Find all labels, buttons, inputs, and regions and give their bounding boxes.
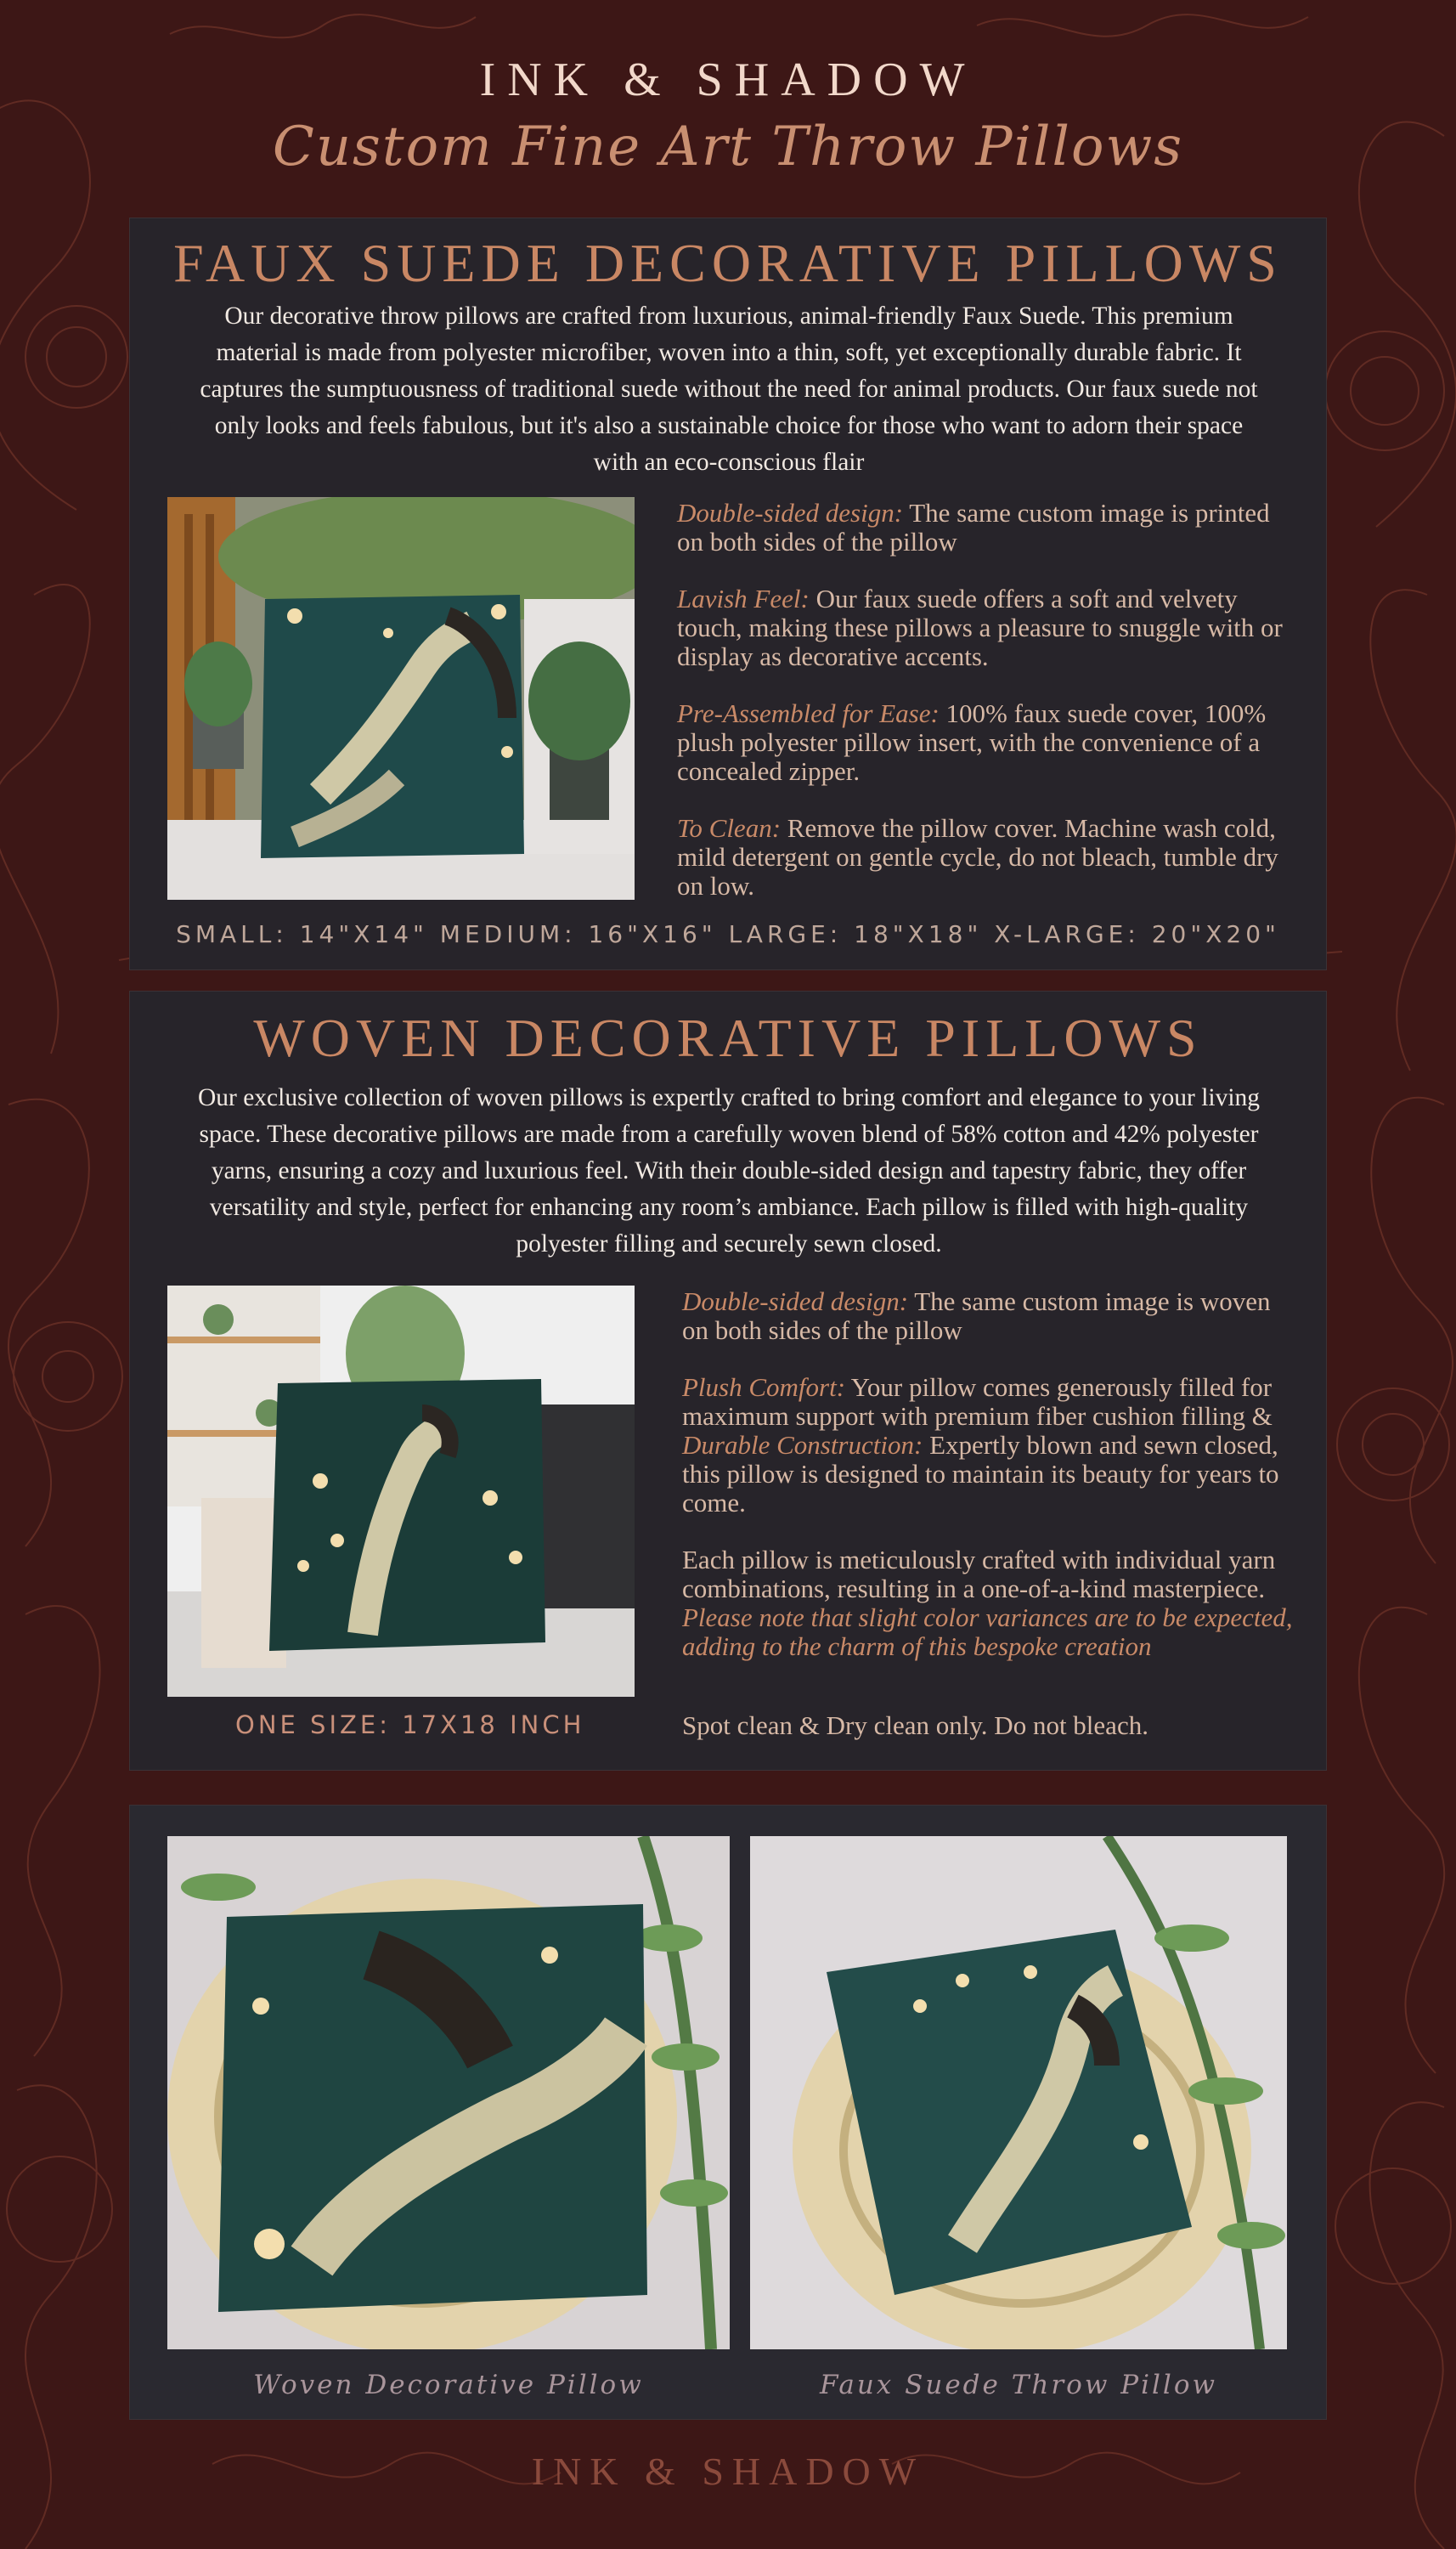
woven-size: ONE SIZE: 17X18 INCH	[235, 1710, 585, 1739]
footer-brand: INK & SHADOW	[531, 2450, 925, 2493]
woven-panel	[129, 991, 1327, 1771]
woven-pillow-gallery-photo	[167, 1836, 730, 2349]
feature-lavish-feel: Lavish Feel: Our faux suede offers a soft and velvety touch, making these pillows a pleasure to snuggle with or display as decorative accents.	[677, 584, 1283, 671]
woven-features	[682, 1287, 1294, 1689]
woven-pillow-on-basket-illustration	[167, 1836, 730, 2349]
caption-faux-suede: Faux Suede Throw Pillow	[819, 2370, 1218, 2400]
feature-pre-assembled: Pre-Assembled for Ease: 100% faux suede cover, 100% plush polyester pillow insert, with the convenience of a concealed zipper.	[677, 698, 1267, 786]
feature-double-sided: Double-sided design: The same custom image is printed on both sides of the pillow	[677, 498, 1270, 557]
brand-subtitle: Custom Fine Art Throw Pillows	[272, 116, 1184, 178]
faux-suede-panel	[129, 218, 1327, 970]
woven-pillow-photo	[167, 1286, 635, 1697]
faux-suede-title: FAUX SUEDE DECORATIVE PILLOWS	[173, 233, 1283, 293]
caption-woven: Woven Decorative Pillow	[253, 2370, 644, 2400]
faux-suede-pillow-gallery-photo	[750, 1836, 1287, 2349]
woven-feature-crafted: Each pillow is meticulously crafted with individual yarn combinations, resulting in a one-of-a-kind masterpiece. Please note that slight color variances are to be expected, adding to the charm of this bespoke creation	[682, 1545, 1293, 1661]
suede-pillow-on-basket-illustration	[750, 1836, 1287, 2349]
faux-suede-pillow-photo	[167, 497, 635, 900]
woven-mermaid-pillow-illustration	[167, 1286, 635, 1697]
woven-title: WOVEN DECORATIVE PILLOWS	[253, 1008, 1203, 1068]
mermaid-pillow-illustration	[167, 497, 635, 900]
faux-suede-sizes: SMALL: 14"X14" MEDIUM: 16"X16" LARGE: 18"X18" X-LARGE: 20"X20"	[176, 920, 1280, 948]
faux-suede-features	[677, 499, 1289, 929]
feature-to-clean: To Clean: Remove the pillow cover. Machine wash cold, mild detergent on gentle cycle, do not bleach, tumble dry on low.	[677, 813, 1278, 901]
woven-feature-double-sided: Double-sided design: The same custom image is woven on both sides of the pillow	[682, 1286, 1271, 1345]
gallery-panel	[129, 1805, 1327, 2420]
faux-suede-intro: Our decorative throw pillows are crafted from luxurious, animal-friendly Faux Suede. This premium material is made from polyester microfiber, woven into a thin, soft, yet exceptionally durable fabric. It captures the sumptuousness of traditional suede without the need for animal products. Our faux suede not only looks and feels fabulous, but it's also a sustainable choice for those who want to adorn their space with an eco-conscious flair	[200, 302, 1258, 476]
woven-care: Spot clean & Dry clean only. Do not bleach.	[682, 1710, 1148, 1740]
brand-title: INK & SHADOW	[479, 54, 977, 106]
woven-feature-plush-comfort: Plush Comfort: Your pillow comes generously filled for maximum support with premium fiber cushion filling & Durable Construction: Expertly blown and sewn closed, this pillow is designed to maintain its beauty for years to come.	[682, 1372, 1279, 1518]
woven-intro: Our exclusive collection of woven pillows is expertly crafted to bring comfort and elegance to your living space. These decorative pillows are made from a carefully woven blend of 58% cotton and 42% polyester yarns, ensuring a cozy and luxurious feel. With their double-sided design and tapestry fabric, they offer versatility and style, perfect for enhancing any room’s ambiance. Each pillow is filled with high-quality polyester filling and securely sewn closed.	[197, 1084, 1261, 1258]
